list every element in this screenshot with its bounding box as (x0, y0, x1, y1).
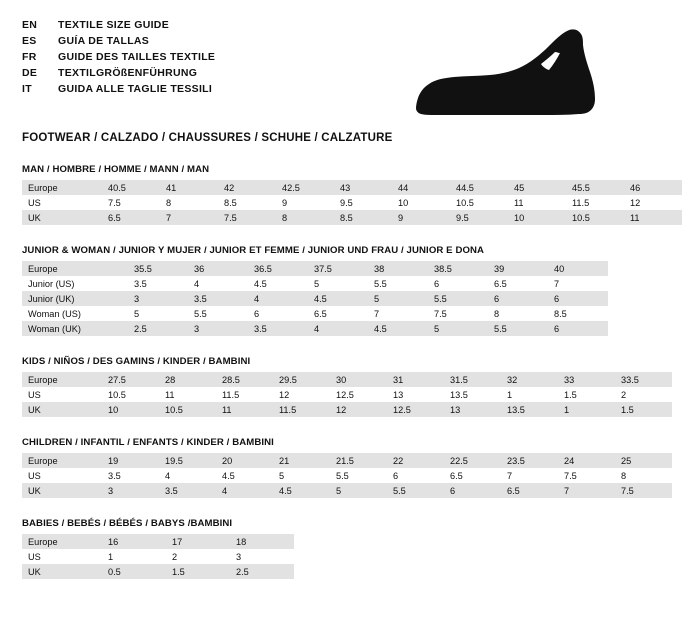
table-row (22, 483, 672, 498)
size-cell: 4.5 (254, 278, 267, 289)
size-cell: 6 (488, 291, 548, 306)
size-cell: 2.5 (230, 564, 294, 579)
size-cell: 5.5 (374, 278, 387, 289)
row-label: Europe (22, 372, 102, 387)
size-cell: 44 (392, 180, 450, 195)
size-cell: 1.5 (564, 389, 577, 400)
size-cell: 3 (188, 321, 248, 336)
row-label: Europe (22, 180, 102, 195)
size-cell: 7 (554, 278, 560, 289)
size-cell: 12.5 (336, 389, 354, 400)
size-cell: 6 (254, 308, 260, 319)
size-cell: 10 (102, 402, 159, 417)
size-cell: 5.5 (336, 470, 349, 481)
row-label: Junior (US) (28, 278, 75, 289)
size-cell: 4.5 (222, 470, 235, 481)
size-cell: 6.5 (450, 470, 463, 481)
size-cell: 7.5 (434, 308, 447, 319)
size-cell: 11.5 (273, 402, 330, 417)
size-cell: 43 (334, 180, 392, 195)
size-cell: 10 (398, 197, 409, 208)
table-row (22, 453, 672, 468)
size-table-groups (22, 164, 641, 579)
size-cell: 20 (216, 453, 273, 468)
size-cell: 28.5 (216, 372, 273, 387)
size-cell: 7 (558, 483, 615, 498)
size-cell: 31 (387, 372, 444, 387)
size-cell: 38 (368, 261, 428, 276)
row-label: Europe (22, 453, 102, 468)
size-cell: 9.5 (450, 210, 508, 225)
size-cell: 3 (102, 483, 159, 498)
size-cell: 33.5 (615, 372, 672, 387)
language-title: TEXTILE SIZE GUIDE (58, 19, 169, 31)
size-cell: 24 (558, 453, 615, 468)
size-cell: 10.5 (456, 197, 474, 208)
size-table (22, 534, 294, 579)
language-code: ES (22, 35, 37, 47)
table-row (22, 372, 672, 387)
language-row (22, 34, 215, 49)
group-title: CHILDREN / INFANTIL / ENFANTS / KINDER / BAMBINI (22, 437, 274, 448)
size-cell: 5.5 (428, 291, 488, 306)
size-cell: 10.5 (159, 402, 216, 417)
size-cell: 6 (548, 321, 608, 336)
table-row (22, 261, 608, 276)
size-cell: 6.5 (494, 278, 507, 289)
size-cell: 44.5 (450, 180, 508, 195)
table-row (22, 402, 672, 417)
size-cell: 1 (558, 402, 615, 417)
table-row (22, 291, 608, 306)
language-row (22, 18, 215, 33)
table-row (22, 549, 294, 564)
size-table (22, 261, 608, 336)
table-row (22, 321, 608, 336)
size-cell: 45 (508, 180, 566, 195)
size-cell: 5.5 (387, 483, 444, 498)
size-cell: 6 (434, 278, 440, 289)
size-cell: 36.5 (248, 261, 308, 276)
size-cell: 8.5 (554, 308, 567, 319)
size-cell: 42.5 (276, 180, 334, 195)
size-cell: 40 (548, 261, 608, 276)
size-cell: 10.5 (566, 210, 624, 225)
size-cell: 4.5 (368, 321, 428, 336)
size-cell: 8 (621, 470, 627, 481)
size-cell: 7.5 (218, 210, 276, 225)
size-cell: 4 (308, 321, 368, 336)
size-cell: 12 (330, 402, 387, 417)
group-title: JUNIOR & WOMAN / JUNIOR Y MUJER / JUNIOR ET FEMME / JUNIOR UND FRAU / JUNIOR E DONA (22, 245, 485, 256)
size-group-babies (22, 518, 598, 579)
row-label: Woman (US) (28, 308, 81, 319)
table-row (22, 468, 672, 483)
size-cell: 33 (558, 372, 615, 387)
size-cell: 45.5 (566, 180, 624, 195)
size-cell: 4 (248, 291, 308, 306)
row-label: US (28, 470, 41, 481)
size-table (22, 180, 682, 225)
size-cell: 8.5 (224, 197, 237, 208)
size-cell: 31.5 (444, 372, 501, 387)
size-cell: 21.5 (330, 453, 387, 468)
size-cell: 12 (279, 389, 290, 400)
size-cell: 11 (514, 197, 524, 208)
row-label: Europe (22, 534, 102, 549)
size-cell: 11 (624, 210, 682, 225)
table-row (22, 306, 608, 321)
size-cell: 4 (165, 470, 171, 481)
row-label: US (28, 389, 41, 400)
size-cell: 9 (282, 197, 288, 208)
page-title: FOOTWEAR / CALZADO / CHAUSSURES / SCHUHE / CALZATURE (22, 132, 393, 144)
size-cell: 3 (128, 291, 188, 306)
size-cell: 8 (166, 197, 172, 208)
size-cell: 3.5 (188, 291, 248, 306)
size-cell: 25 (615, 453, 672, 468)
size-cell: 1 (507, 389, 513, 400)
language-code: IT (22, 83, 32, 95)
group-title: KIDS / NIÑOS / DES GAMINS / KINDER / BAMBINI (22, 356, 251, 367)
size-cell: 7 (374, 308, 380, 319)
size-cell: 19 (102, 453, 159, 468)
size-group-junior-woman (22, 245, 598, 336)
row-label: Europe (22, 261, 128, 276)
table-row (22, 387, 672, 402)
row-label: Woman (UK) (22, 321, 128, 336)
size-cell: 11.5 (222, 389, 240, 400)
size-cell: 22.5 (444, 453, 501, 468)
size-cell: 12 (630, 197, 641, 208)
language-title: GUÍA DE TALLAS (58, 35, 150, 47)
table-row (22, 276, 608, 291)
size-cell: 9 (392, 210, 450, 225)
size-cell: 7 (160, 210, 218, 225)
group-title: BABIES / BEBÉS / BÉBÉS / BABYS /BAMBINI (22, 518, 233, 529)
size-cell: 1.5 (166, 564, 230, 579)
size-cell: 2.5 (128, 321, 188, 336)
row-label: UK (22, 210, 102, 225)
size-cell: 42 (218, 180, 276, 195)
size-cell: 11 (216, 402, 273, 417)
size-cell: 6.5 (102, 210, 160, 225)
size-cell: 17 (166, 534, 230, 549)
row-label: UK (22, 483, 102, 498)
table-row (22, 534, 294, 549)
size-cell: 5 (368, 291, 428, 306)
size-cell: 37.5 (308, 261, 368, 276)
size-group-children (22, 437, 634, 498)
size-cell: 5.5 (194, 308, 207, 319)
language-code: DE (22, 67, 38, 79)
size-cell: 12.5 (387, 402, 444, 417)
size-cell: 38.5 (428, 261, 488, 276)
size-cell: 3.5 (108, 470, 121, 481)
language-title: GUIDA ALLE TAGLIE TESSILI (58, 83, 213, 95)
size-cell: 29.5 (273, 372, 330, 387)
size-cell: 7.5 (108, 197, 121, 208)
table-row (22, 195, 682, 210)
size-cell: 32 (501, 372, 558, 387)
size-cell: 5.5 (488, 321, 548, 336)
size-cell: 3.5 (134, 278, 147, 289)
group-title: MAN / HOMBRE / HOMME / MANN / MAN (22, 164, 210, 175)
size-cell: 2 (172, 551, 178, 562)
language-row (22, 82, 215, 97)
size-cell: 40.5 (102, 180, 160, 195)
size-cell: 5 (314, 278, 320, 289)
row-label: UK (22, 564, 102, 579)
size-cell: 7.5 (615, 483, 672, 498)
size-cell: 39 (488, 261, 548, 276)
size-cell: 9.5 (340, 197, 353, 208)
size-cell: 10 (508, 210, 566, 225)
size-group-kids (22, 356, 639, 417)
language-title: GUIDE DES TAILLES TEXTILE (58, 51, 216, 63)
size-cell: 27.5 (102, 372, 159, 387)
size-cell: 5 (279, 470, 285, 481)
size-cell: 6.5 (314, 308, 327, 319)
size-cell: 7 (507, 470, 513, 481)
size-cell: 8 (276, 210, 334, 225)
size-cell: 11 (165, 389, 175, 400)
size-group-man (22, 164, 641, 225)
row-label: US (28, 197, 41, 208)
size-cell: 5 (134, 308, 140, 319)
size-cell: 41 (160, 180, 218, 195)
size-cell: 5 (330, 483, 387, 498)
size-cell: 28 (159, 372, 216, 387)
table-row (22, 180, 682, 195)
size-cell: 4 (194, 278, 200, 289)
size-cell: 22 (387, 453, 444, 468)
size-cell: 1.5 (615, 402, 672, 417)
size-table (22, 372, 672, 417)
language-row (22, 66, 215, 81)
size-cell: 4 (216, 483, 273, 498)
language-title: TEXTILGRÖßENFÜHRUNG (58, 67, 198, 79)
size-cell: 3 (236, 551, 242, 562)
size-cell: 36 (188, 261, 248, 276)
size-cell: 13.5 (501, 402, 558, 417)
size-cell: 13 (393, 389, 404, 400)
size-table (22, 453, 672, 498)
language-row (22, 50, 215, 65)
size-cell: 3.5 (159, 483, 216, 498)
size-cell: 11.5 (572, 197, 590, 208)
size-cell: 30 (330, 372, 387, 387)
dress-shoe-icon (405, 26, 590, 116)
language-title-list (22, 18, 215, 97)
size-cell: 4.5 (273, 483, 330, 498)
size-cell: 35.5 (128, 261, 188, 276)
size-cell: 6.5 (501, 483, 558, 498)
size-cell: 5 (428, 321, 488, 336)
size-cell: 19.5 (159, 453, 216, 468)
size-cell: 8 (494, 308, 500, 319)
size-cell: 10.5 (108, 389, 126, 400)
row-label: US (28, 551, 41, 562)
size-cell: 46 (624, 180, 682, 195)
size-cell: 8.5 (334, 210, 392, 225)
document-header (22, 18, 598, 116)
row-label: Junior (UK) (22, 291, 128, 306)
size-cell: 4.5 (308, 291, 368, 306)
size-cell: 16 (102, 534, 166, 549)
size-cell: 21 (273, 453, 330, 468)
table-row (22, 564, 294, 579)
size-cell: 7.5 (564, 470, 577, 481)
size-cell: 23.5 (501, 453, 558, 468)
size-cell: 1 (108, 551, 114, 562)
size-cell: 13.5 (450, 389, 468, 400)
size-cell: 13 (444, 402, 501, 417)
size-cell: 0.5 (102, 564, 166, 579)
size-cell: 18 (230, 534, 294, 549)
row-label: UK (22, 402, 102, 417)
size-cell: 6 (444, 483, 501, 498)
language-code: FR (22, 51, 37, 63)
table-row (22, 210, 682, 225)
size-cell: 2 (621, 389, 627, 400)
language-code: EN (22, 19, 38, 31)
size-cell: 6 (548, 291, 608, 306)
size-cell: 3.5 (248, 321, 308, 336)
size-cell: 6 (393, 470, 399, 481)
